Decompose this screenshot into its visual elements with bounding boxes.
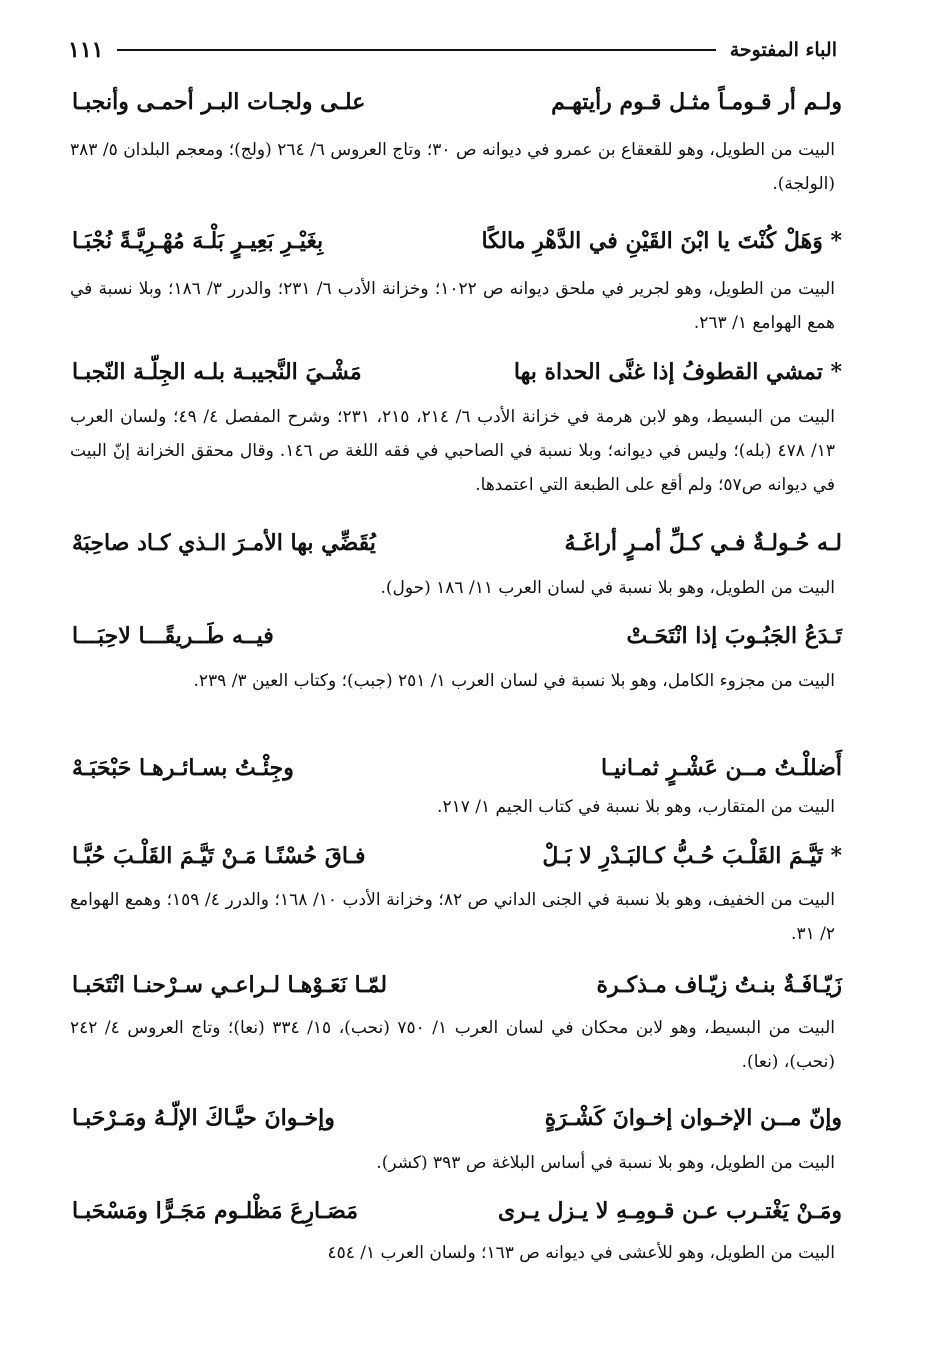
- first-hemistich: زَيّـافَـةٌ بنـتُ زيّـاف مـذكـرة: [596, 972, 842, 998]
- second-hemistich: فـاقَ حُسْنًـا مَـنْ تَيَّـمَ القَلْـبَ حُبَّـا: [72, 843, 366, 869]
- source-note: البيت من الطويل، وهو بلا نسبة في أساس البلاغة ص ٣٩٣ (كشر).: [376, 1153, 835, 1173]
- source-note: البيت من الطويل، وهو لجرير في ملحق ديوانه ص ١٠٢٢؛ وخزانة الأدب ٦/ ٢٣١؛ والدرر ٣/ ١٨٦؛ وبلا نسبة في همع الهوامع ١/ ٢٦٣.: [70, 279, 835, 333]
- verse-line: [72, 1193, 842, 1229]
- page-number: ١١١: [68, 37, 104, 63]
- source-note: البيت من الطويل، وهو بلا نسبة في لسان العرب ١١/ ١٨٦ (حول).: [380, 578, 835, 598]
- verse-line: [72, 223, 842, 259]
- first-hemistich: * تمشي القطوفُ إذا غنَّى الحداة بها: [513, 359, 842, 385]
- second-hemistich: مَصَـارِعَ مَظْلـوم مَجَـرًّا ومَسْحَبـا: [72, 1198, 358, 1224]
- verse-line: [72, 354, 842, 390]
- second-hemistich: لمّـا نَعَـوْهـا لـراعـي سـرْحنـا انْتَحَبـا: [72, 972, 388, 998]
- first-hemistich: * تَيَّـمَ القَلْـبَ حُـبُّ كـالبَـدْرِ لا بَـلْ: [542, 843, 842, 869]
- verse-line: [72, 838, 842, 874]
- verse-line: [72, 750, 842, 786]
- second-hemistich: فيــه طَــريقًـــا لاحِبَـــا: [72, 623, 274, 649]
- source-note: البيت من الخفيف، وهو بلا نسبة في الجنى الداني ص ٨٢؛ وخزانة الأدب ١٠/ ١٦٨؛ والدرر ٤/ ١٥٩؛ وهمع الهوامع ٢/ ٣١.: [70, 890, 836, 944]
- verse-line: [72, 525, 842, 561]
- first-hemistich: لـه حُـولـةٌ فـي كـلِّ أمـرٍ أراغَـهُ: [564, 530, 842, 556]
- first-hemistich: ولـم أر قـومـاً مثـل قـوم رأيتهـم: [551, 89, 842, 115]
- first-hemistich: أَضللْـتُ مــن عَشْـرٍ ثمـانيـا: [600, 755, 842, 781]
- second-hemistich: بِغَيْـرِ بَعِيـرٍ بَلْـهَ مُهْـرِيَّـةً نُجْبَـا: [72, 228, 324, 254]
- second-hemistich: وإخـوانَ حيَّـاكَ الإلّـهُ ومَـرْحَبـا: [72, 1105, 335, 1131]
- source-note: البيت من البسيط، وهو لابن هرمة في خزانة الأدب ٦/ ٢١٤، ٢١٥، ٢٣١؛ وشرح المفصل ٤/ ٤٩؛ ولسان العرب ١٣/ ٤٧٨ (بله)؛ وليس في ديوانه؛ وبلا نسبة في الصاحبي في فقه اللغة ص ١٤٦. وقال محقق الخزانة إنّ البيت في ديوانه ص٥٧؛ ولم أقع على الطبعة التي اعتمدها.: [70, 407, 836, 495]
- source-note: البيت من المتقارب، وهو بلا نسبة في كتاب الجيم ١/ ٢١٧.: [437, 797, 835, 817]
- first-hemistich: * وَهَلْ كُنْتَ يا ابْنَ القَيْنِ في الدَّهْرِ مالكًا: [481, 228, 842, 254]
- running-header: [68, 34, 837, 66]
- header-rule: [117, 49, 715, 51]
- source-note: البيت من الطويل، وهو للأعشى في ديوانه ص ١٦٣؛ ولسان العرب ١/ ٤٥٤: [327, 1243, 835, 1263]
- verse-line: [72, 618, 842, 654]
- first-hemistich: تَـدَعُ الجَبُـوبَ إذا انْتَحَـتْ: [626, 623, 842, 649]
- second-hemistich: علـى ولجـات البـر أحمـى وأنجبـا: [72, 89, 366, 115]
- first-hemistich: وإنّ مــن الإخـوان إخـوانَ كَشْـرَةٍ: [544, 1105, 842, 1131]
- source-note: البيت من مجزوء الكامل، وهو بلا نسبة في لسان العرب ١/ ٢٥١ (جبب)؛ وكتاب العين ٣/ ٢٣٩.: [193, 671, 835, 691]
- second-hemistich: مَشْـيَ النَّجيبـة بلـه الجِلّـة النّجبـا: [72, 359, 362, 385]
- verse-line: [72, 84, 842, 120]
- source-note: البيت من الطويل، وهو للقعقاع بن عمرو في ديوانه ص ٣٠؛ وتاج العروس ٦/ ٢٦٤ (ولج)؛ ومعجم البلدان ٥/ ٣٨٣ (الولجة).: [70, 140, 835, 194]
- second-hemistich: يُقَضِّي بها الأمـرَ الـذي كـاد صاحِبَهْ: [72, 530, 376, 556]
- chapter-title: الباء المفتوحة: [729, 39, 837, 61]
- verse-line: [72, 967, 842, 1003]
- verse-line: [72, 1100, 842, 1136]
- second-hemistich: وجِئْـتُ بسـائـرهـا حَبْحَبَـهْ: [72, 755, 294, 781]
- source-note: البيت من البسيط، وهو لابن محكان في لسان العرب ١/ ٧٥٠ (نحب)، ١٥/ ٣٣٤ (نعا)؛ وتاج العروس ٤/ ٢٤٢ (نحب)، (نعا).: [70, 1018, 836, 1072]
- first-hemistich: ومَـنْ يَغْتـرب عـن قـومِـهِ لا يـزل يـرى: [497, 1198, 842, 1224]
